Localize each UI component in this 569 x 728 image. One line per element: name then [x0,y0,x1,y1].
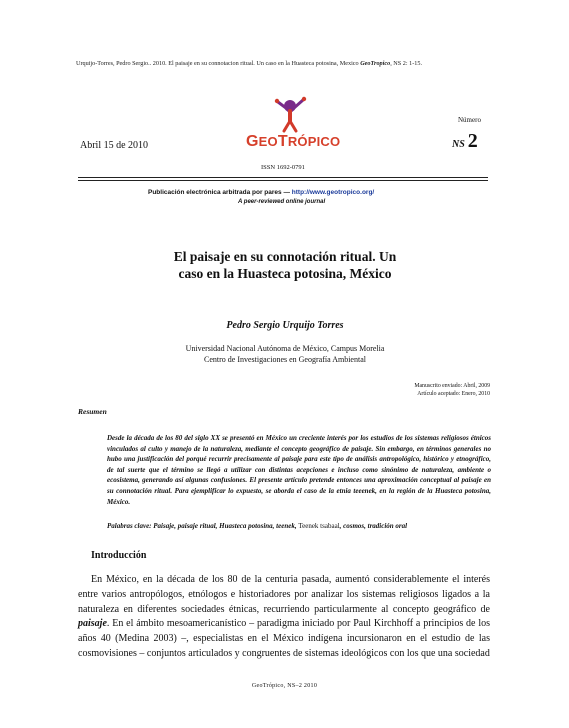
header-rule-top [78,177,488,178]
keywords: Palabras clave: Paisaje, paisaje ritual, Huasteca potosina, teenek, Teenek tsabaal, cosmos, tradición oral [107,522,408,530]
logo-hand-right-shape [302,97,306,101]
article-title: El paisaje en su connotación ritual. Un caso en la Huasteca potosina, México [173,249,397,281]
abstract-text: Desde la década de los 80 del siglo XX se presentó en México un creciente interés por los estudios de los sistemas religiosos étnicos vinculados al culto y manejo de la naturaleza, mediante el concepto geográfico de paisaje. Sin embargo, en términos generales no hubo una justificación del porqué recurrir precisamente al paisaje para este tipo de análisis antropológico, histórico y etnográfico, de tal suerte que el término se llegó a utilizar con distintas acepciones e incluso como sinónimo de naturaleza, ambiente o ecosistema, generando así algunas confusiones. El presente artículo pretende entonces una aproximación conceptual al paisaje en su connotación ritual. Para ejemplificar lo expuesto, se aborda el caso de la etnia teeenek, en la región de la Huasteca potosina, México. [107,434,491,506]
issue-number: NS 2 [452,130,478,152]
issn: ISSN 1692-0791 [261,164,305,171]
citation-prefix: Urquijo-Torres, Pedro Sergio.. 2010. El paisaje en su connotacion ritual. Un caso en la Huasteca potosina, Mexico [76,60,361,67]
submission-dates: Manuscrito enviado: Abril, 2009 Artículo aceptado: Enero, 2010 [414,383,490,397]
page-footer: GeoTrópico, NS–2 2010 [251,683,318,689]
author-name: Pedro Sergio Urquijo Torres [226,320,344,331]
logo-hand-left-shape [275,99,279,103]
numero-label: Número [458,116,481,124]
citation-line [76,60,516,67]
issue-date: Abril 15 de 2010 [80,140,149,151]
journal-name: GEOTRÓPICO [246,133,341,150]
citation-suffix: , NS 2: 1-15. [390,60,423,67]
introduction-paragraph: En México, en la década de los 80 de la centuria pasada, aumentó considerablemente el interés entre varios antropólogos, etnólogos e historiadores por analizar los sistemas religiosos ligados a la naturaleza en diferentes sociedades étnicas, recurriendo particularmente al concepto geográfico de paisaje. En el ámbito mesoamericanístico – paradigma iniciado por Paul Kirchhoff a principios de los años 40 (Medina 2003) –, especialistas en el México indígena incursionaron en el estudio de las cosmovisiones – conjuntos articulados y congruentes de sistemas ideológicos con los que una sociedad [78,574,490,659]
geotropico-logo-icon [270,92,310,134]
journal-url-link[interactable]: http://www.geotropico.org/ [291,189,375,196]
abstract-heading: Resumen [78,407,107,416]
introduction-heading: Introducción [91,550,147,561]
citation-journal: GeoTropico [360,60,391,67]
header-rule-bottom [78,180,488,181]
affiliation: Universidad Nacional Autónoma de México, Campus Morelia Centro de Investigaciones en Geografía Ambiental [185,344,385,364]
logo-legs-shape [284,121,296,131]
peer-reviewed-note: A peer-reviewed online journal [238,199,326,205]
publication-line: Publicación electrónica arbitrada por pares — http://www.geotropico.org/ [148,189,375,196]
